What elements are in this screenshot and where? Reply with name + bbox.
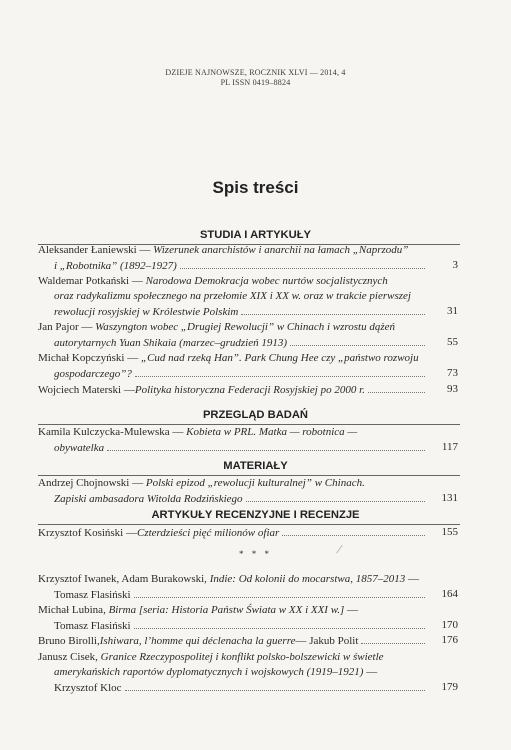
- toc-entry: [38, 603, 458, 633]
- section-heading-recenzje: ARTYKUŁY RECENZYJNE I RECENZJE: [151, 509, 360, 521]
- entry-page-number: 155: [441, 526, 458, 538]
- entry-page-number: 164: [441, 588, 458, 600]
- entry-title: Ishiwara, l’homme qui déclenacha la guerre: [99, 635, 296, 647]
- entry-author: Michał Lubina,: [38, 604, 109, 616]
- issn-line: PL ISSN 0419–8824: [220, 78, 291, 87]
- entry-page-number: 176: [441, 634, 458, 646]
- entry-page-number: 170: [441, 619, 458, 631]
- entry-author: Wojciech Materski —: [38, 384, 135, 396]
- toc-entry: [38, 525, 458, 540]
- entry-author: Michał Kopczyński —: [38, 352, 141, 364]
- dot-leader: [368, 382, 425, 393]
- entry-title-cont: Zapiski ambasadora Witolda Rodzińskiego: [54, 493, 243, 505]
- entry-title-tail: —: [405, 573, 419, 585]
- section-separator: * * *: [239, 549, 272, 559]
- toc-entry: [38, 243, 458, 273]
- entry-page-number: 117: [441, 441, 458, 453]
- entry-title: Wizerunek anarchistów i anarchii na łamach „Naprzodu”: [153, 244, 409, 256]
- entry-author: Kamila Kulczycka-Mulewska —: [38, 426, 187, 438]
- toc-entry: [38, 274, 458, 319]
- entry-author: Krzysztof Iwanek, Adam Burakowski,: [38, 573, 210, 585]
- entry-author: Janusz Cisek,: [38, 651, 101, 663]
- dot-leader: [361, 633, 425, 644]
- dot-leader: [246, 491, 425, 502]
- entry-page-number: 73: [447, 367, 458, 379]
- journal-issue-line: DZIEJE NAJNOWSZE, ROCZNIK XLVI — 2014, 4: [165, 68, 346, 77]
- entry-title-cont: rewolucji rosyjskiej w Królestwie Polskim: [54, 306, 239, 318]
- entry-title: Waszyngton wobec „Drugiej Rewolucji” w Chinach i wzrostu dążeń: [95, 321, 395, 333]
- toc-entry: [38, 476, 458, 506]
- entry-page-number: 93: [447, 383, 458, 395]
- entry-page-number: 131: [441, 492, 458, 504]
- entry-title: Birma [seria: Historia Państw Świata w XX i XXI w.]: [108, 604, 345, 616]
- page-title: Spis treści: [212, 178, 299, 197]
- entry-title-cont: autorytarnych Yuan Shikaia (marzec–grudzień 1913): [54, 337, 288, 349]
- dot-leader: [135, 366, 425, 377]
- entry-page-number: 179: [441, 681, 458, 693]
- entry-title: Polityka historyczna Federacji Rosyjskiej po 2000 r.: [134, 384, 365, 396]
- entry-title-cont: obywatelka: [54, 442, 105, 454]
- entry-author: Jan Pajor —: [38, 321, 96, 333]
- section-heading-przeglad: PRZEGLĄD BADAŃ: [202, 409, 309, 421]
- entry-title-tail: —: [344, 604, 359, 616]
- reviewer-name: Krzysztof Kloc: [54, 682, 122, 694]
- dot-leader: [134, 618, 425, 629]
- entry-author: Waldemar Potkański —: [38, 275, 146, 287]
- toc-entry: [38, 633, 458, 648]
- toc-entry: [38, 572, 458, 602]
- toc-entry: [38, 650, 458, 695]
- section-heading-studia: STUDIA I ARTYKUŁY: [199, 229, 312, 241]
- entry-page-number: 3: [452, 259, 458, 271]
- entry-title: Narodowa Demokracja wobec nurtów socjalistycznych: [145, 275, 388, 287]
- entry-title: Czterdzieści pięć milionów ofiar: [137, 527, 280, 539]
- dot-leader: [134, 587, 425, 598]
- journal-header: [0, 68, 511, 88]
- entry-author: Bruno Birolli,: [38, 635, 100, 647]
- dot-leader: [290, 335, 425, 346]
- entry-page-number: 31: [447, 305, 458, 317]
- reviewer-name: Tomasz Flasiński: [54, 589, 131, 601]
- dot-leader: [241, 304, 425, 315]
- reviewer-name: Tomasz Flasiński: [54, 620, 131, 632]
- entry-title: Indie: Od kolonii do mocarstwa, 1857–2013: [209, 573, 406, 585]
- toc-entry: [38, 425, 458, 455]
- entry-title-cont: amerykańskich raportów dyplomatycznych i wojskowych (1919–1921): [54, 666, 364, 678]
- entry-title: Kobieta w PRL. Matka — robotnica —: [186, 426, 358, 438]
- entry-title-cont: oraz radykalizmu społecznego na przełomie XIX i XX w. oraz w trakcie pierwszej: [54, 290, 411, 302]
- entry-title-cont: i „Robotnika” (1892–1927): [54, 260, 177, 272]
- entry-title-cont: gospodarczego”?: [54, 368, 132, 380]
- section-heading-materialy: MATERIAŁY: [223, 460, 288, 472]
- dot-leader: [107, 440, 425, 451]
- toc-entry: [38, 320, 458, 350]
- toc-entry: [38, 351, 458, 381]
- toc-entry: [38, 382, 458, 397]
- entry-title: Polski epizod „rewolucji kulturalnej” w Chinach.: [145, 477, 365, 489]
- entry-title: Granice Rzeczypospolitej i konflikt polsko-bolszewicki w świetle: [100, 651, 384, 663]
- entry-page-number: 55: [447, 336, 458, 348]
- entry-title: „Cud nad rzeką Han”. Park Chung Hee czy „państwo rozwoju: [140, 352, 419, 364]
- dot-leader: [180, 258, 425, 269]
- entry-title-tail: — Jakub Polit: [295, 635, 359, 647]
- dot-leader: [125, 680, 425, 691]
- entry-author: Krzysztof Kosiński —: [38, 527, 137, 539]
- entry-author: Andrzej Chojnowski —: [38, 477, 146, 489]
- entry-title-tail: —: [363, 666, 378, 678]
- dot-leader: [282, 525, 425, 536]
- entry-author: Aleksander Łaniewski —: [38, 244, 154, 256]
